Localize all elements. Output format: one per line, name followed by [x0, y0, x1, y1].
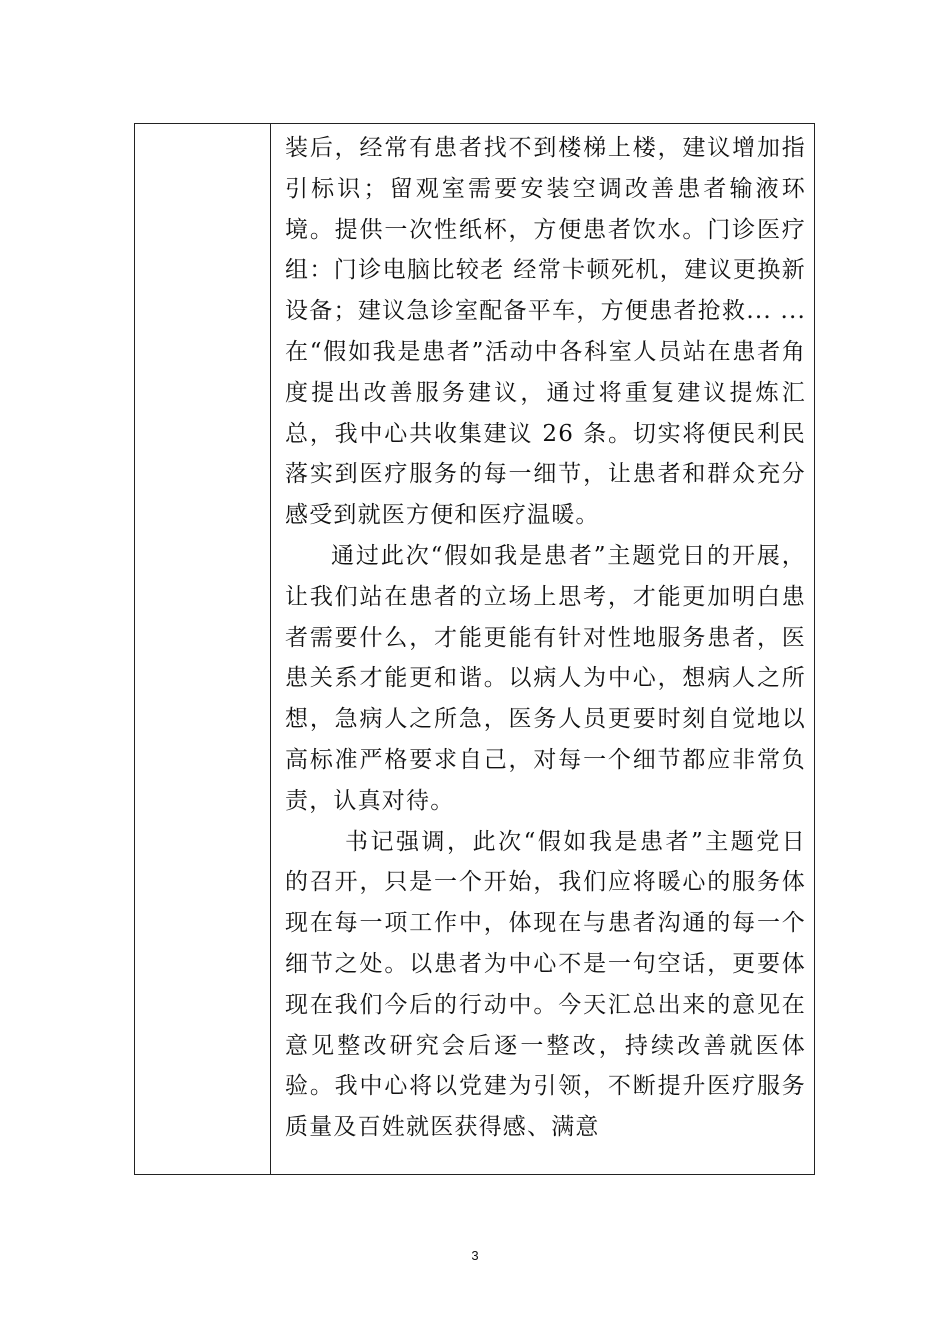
- paragraph-suggestions: 装后，经常有患者找不到楼梯上楼，建议增加指引标识；留观室需要安装空调改善患者输液环境。提供一次性纸杯，方便患者饮水。门诊医疗组：门诊电脑比较老 经常卡顿死机，建议更换新设备；建议急诊室配备平车，方便患者抢救... ...在“假如我是患者”活动中各科室人员站在患者角度提出改善服务建议，通过将重复建议提炼汇总，我中心共收集建议 26 条。切实将便民利民落实到医疗服务的每一细节，让患者和群众充分感受到就医方便和医疗温暖。: [285, 135, 806, 529]
- page-number: 3: [471, 1248, 479, 1263]
- paragraph-reflection: 通过此次“假如我是患者”主题党日的开展，让我们站在患者的立场上思考，才能更加明白患者需要什么，才能更能有针对性地服务患者，医患关系才能更和谐。以病人为中心，想病人之所想，急病人之所急，医务人员更要时刻自觉地以高标准严格要求自己，对每一个细节都应非常负责，认真对待。: [285, 542, 806, 814]
- table-content-column: [271, 124, 814, 1174]
- table-label-column: [135, 124, 271, 1174]
- paragraph-secretary-remarks: 书记强调，此次“假如我是患者”主题党日的召开，只是一个开始，我们应将暖心的服务体现在每一项工作中，体现在与患者沟通的每一个细节之处。以患者为中心不是一句空话，更要体现在我们今后的行动中。今天汇总出来的意见在意见整改研究会后逐一整改，持续改善就医体验。我中心将以党建为引领，不断提升医疗服务质量及百姓就医获得感、满意: [285, 828, 806, 1141]
- content-table: [134, 123, 815, 1175]
